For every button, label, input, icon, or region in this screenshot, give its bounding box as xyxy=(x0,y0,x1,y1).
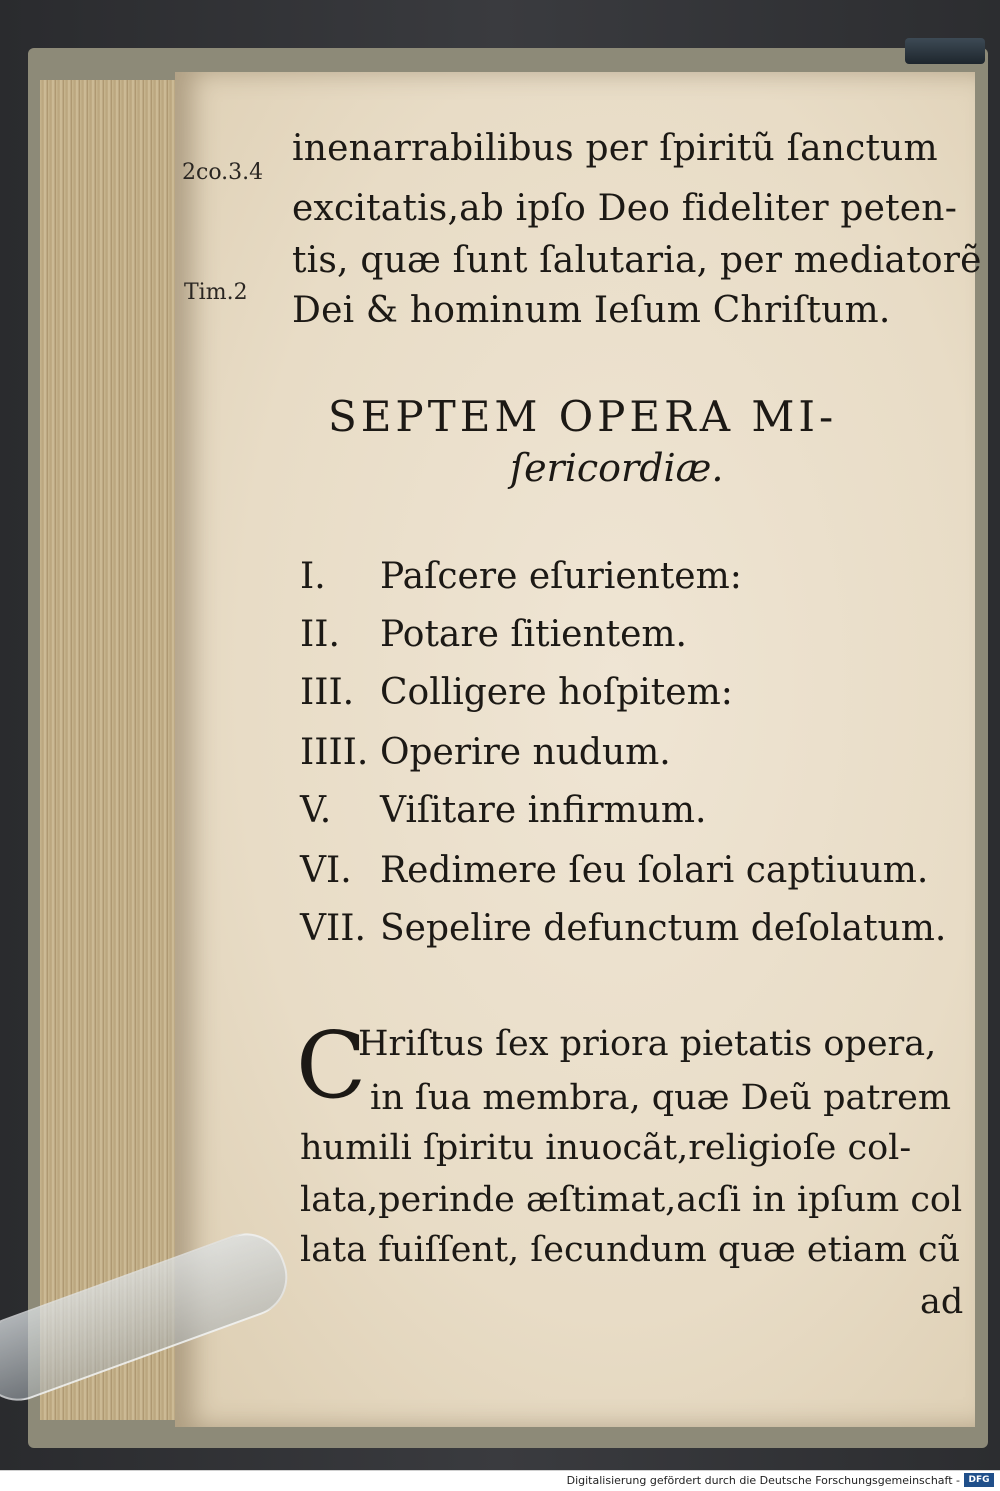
text-line: tis, quæ ſunt ſalutaria, per mediatorẽ xyxy=(292,240,982,281)
text-line: excitatis,ab ipſo Deo fideliter peten- xyxy=(292,188,958,229)
item-number: VI. xyxy=(300,850,352,891)
clasp xyxy=(905,38,985,64)
list-item xyxy=(300,790,706,831)
item-text: Potare ſitientem. xyxy=(380,614,687,655)
section-heading-continued: ſericordiæ. xyxy=(510,446,724,490)
item-number: VII. xyxy=(300,908,366,949)
item-number: IIII. xyxy=(300,732,369,773)
list-item xyxy=(300,732,671,773)
item-text: Operire nudum. xyxy=(380,732,671,773)
drop-cap: C xyxy=(296,1012,367,1119)
list-item xyxy=(300,908,946,949)
list-item xyxy=(300,672,733,713)
marginal-note: 2co.3.4 xyxy=(182,160,264,185)
item-number: II. xyxy=(300,614,340,655)
list-item xyxy=(300,850,928,891)
paragraph-line: in ſua membra, quæ Deũ patrem xyxy=(370,1078,952,1118)
item-text: Colligere hoſpitem: xyxy=(380,672,733,713)
item-text: Sepelire defunctum deſolatum. xyxy=(380,908,947,949)
list-item xyxy=(300,556,742,597)
text-line: inenarrabilibus per ſpiritũ ſanctum xyxy=(292,128,938,169)
item-text: Paſcere eſurientem: xyxy=(380,556,742,597)
paragraph-line: Hriſtus ſex priora pietatis opera, xyxy=(358,1024,937,1064)
paragraph-line: humili ſpiritu inuocãt,religioſe col- xyxy=(300,1128,912,1168)
section-heading: SEPTEM OPERA MI- xyxy=(328,392,838,441)
footer-bar xyxy=(0,1470,1000,1491)
catchword: ad xyxy=(920,1282,964,1322)
list-item xyxy=(300,614,687,655)
paragraph-line: lata fuiſſent, ſecundum quæ etiam cũ xyxy=(300,1230,961,1270)
text-line: Dei & hominum Ieſum Chriſtum. xyxy=(292,290,891,331)
dfg-logo: DFG xyxy=(964,1473,994,1487)
item-text: Redimere ſeu ſolari captiuum. xyxy=(380,850,929,891)
marginal-note: Tim.2 xyxy=(184,280,248,305)
footer-credit: Digitalisierung gefördert durch die Deutsche Forschungsgemeinschaft - xyxy=(566,1474,960,1487)
page-edges xyxy=(40,80,192,1420)
paragraph-line: lata,perinde æſtimat,acſi in ipſum col xyxy=(300,1180,963,1220)
item-number: I. xyxy=(300,556,326,597)
item-number: III. xyxy=(300,672,355,713)
item-text: Viſitare infirmum. xyxy=(380,790,707,831)
item-number: V. xyxy=(300,790,332,831)
